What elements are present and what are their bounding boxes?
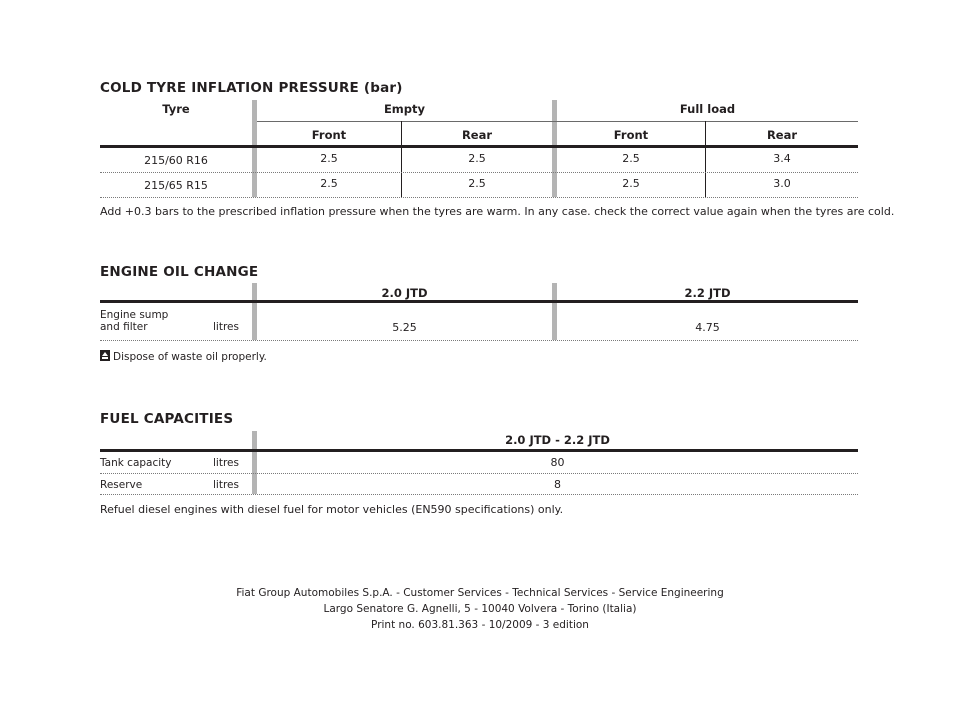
fuel-note: Refuel diesel engines with diesel fuel for motor vehicles (EN590 specifications) only. — [100, 503, 564, 516]
fuel-row-1-value: 80 — [550, 456, 565, 469]
full-load-col-header: Full load — [679, 102, 736, 116]
tyre-pressure-title: COLD TYRE INFLATION PRESSURE (bar) — [100, 80, 403, 96]
tyre-header-rule — [100, 145, 858, 148]
fuel-row-2-value: 8 — [554, 478, 561, 491]
header-sub-rule — [257, 121, 858, 122]
tyre-row-1-empty-rear: 2.5 — [468, 152, 486, 165]
fuel-row-1-unit: litres — [213, 457, 239, 469]
fuel-row-2-label: Reserve — [100, 479, 143, 491]
tyre-row-2-full-rear: 3.0 — [773, 177, 791, 190]
tyre-row-2-empty-front: 2.5 — [320, 177, 338, 190]
tyre-row-1-size: 215/60 R16 — [144, 154, 208, 167]
tyre-pressure-note: Add +0.3 bars to the prescribed inflation pressure when the tyres are warm. In any case. check the correct value again when the tyres are cold. — [100, 205, 895, 218]
fuel-header-rule — [100, 449, 858, 452]
full-front-header: Front — [613, 128, 649, 142]
tyre-row-divider — [100, 172, 858, 173]
tyre-row-1-full-rear: 3.4 — [773, 152, 791, 165]
fuel-capacities-title: FUEL CAPACITIES — [100, 411, 234, 427]
oil-col-2-2-jtd: 2.2 JTD — [684, 286, 731, 300]
tyre-bottom-rule — [100, 197, 858, 198]
tyre-row-1-full-front: 2.5 — [622, 152, 640, 165]
oil-bottom-rule — [100, 340, 858, 341]
empty-front-header: Front — [311, 128, 347, 142]
oil-col-2-0-jtd: 2.0 JTD — [381, 286, 428, 300]
empty-col-header: Empty — [383, 102, 426, 116]
empty-rear-header: Rear — [461, 128, 493, 142]
tyre-row-2-empty-rear: 2.5 — [468, 177, 486, 190]
tyre-col-header: Tyre — [162, 102, 190, 116]
fuel-row-2-unit: litres — [213, 479, 239, 491]
oil-change-title: ENGINE OIL CHANGE — [100, 264, 259, 280]
oil-note-text: Dispose of waste oil properly. — [113, 351, 267, 363]
tyre-row-2-size: 215/65 R15 — [144, 179, 208, 192]
footer-line-1: Fiat Group Automobiles S.p.A. - Customer Services - Technical Services - Service Engineering — [236, 587, 724, 599]
fuel-col-header: 2.0 JTD - 2.2 JTD — [505, 433, 610, 447]
oil-value-2-0-jtd: 5.25 — [392, 321, 417, 334]
fuel-row-divider — [100, 473, 858, 474]
footer-line-2: Largo Senatore G. Agnelli, 5 - 10040 Volvera - Torino (Italia) — [323, 603, 637, 615]
oil-row-label-1: Engine sump — [100, 309, 169, 321]
oil-row-unit: litres — [213, 321, 239, 333]
fuel-row-1-label: Tank capacity — [100, 457, 172, 469]
oil-value-2-2-jtd: 4.75 — [695, 321, 720, 334]
oil-note — [100, 350, 267, 363]
full-rear-header: Rear — [766, 128, 798, 142]
footer-line-3: Print no. 603.81.363 - 10/2009 - 3 edition — [371, 619, 589, 631]
recycle-icon — [100, 350, 110, 361]
fuel-bottom-rule — [100, 494, 858, 495]
tyre-row-1-empty-front: 2.5 — [320, 152, 338, 165]
tyre-row-2-full-front: 2.5 — [622, 177, 640, 190]
oil-row-label-2: and filter — [100, 321, 148, 333]
oil-header-rule — [100, 300, 858, 303]
